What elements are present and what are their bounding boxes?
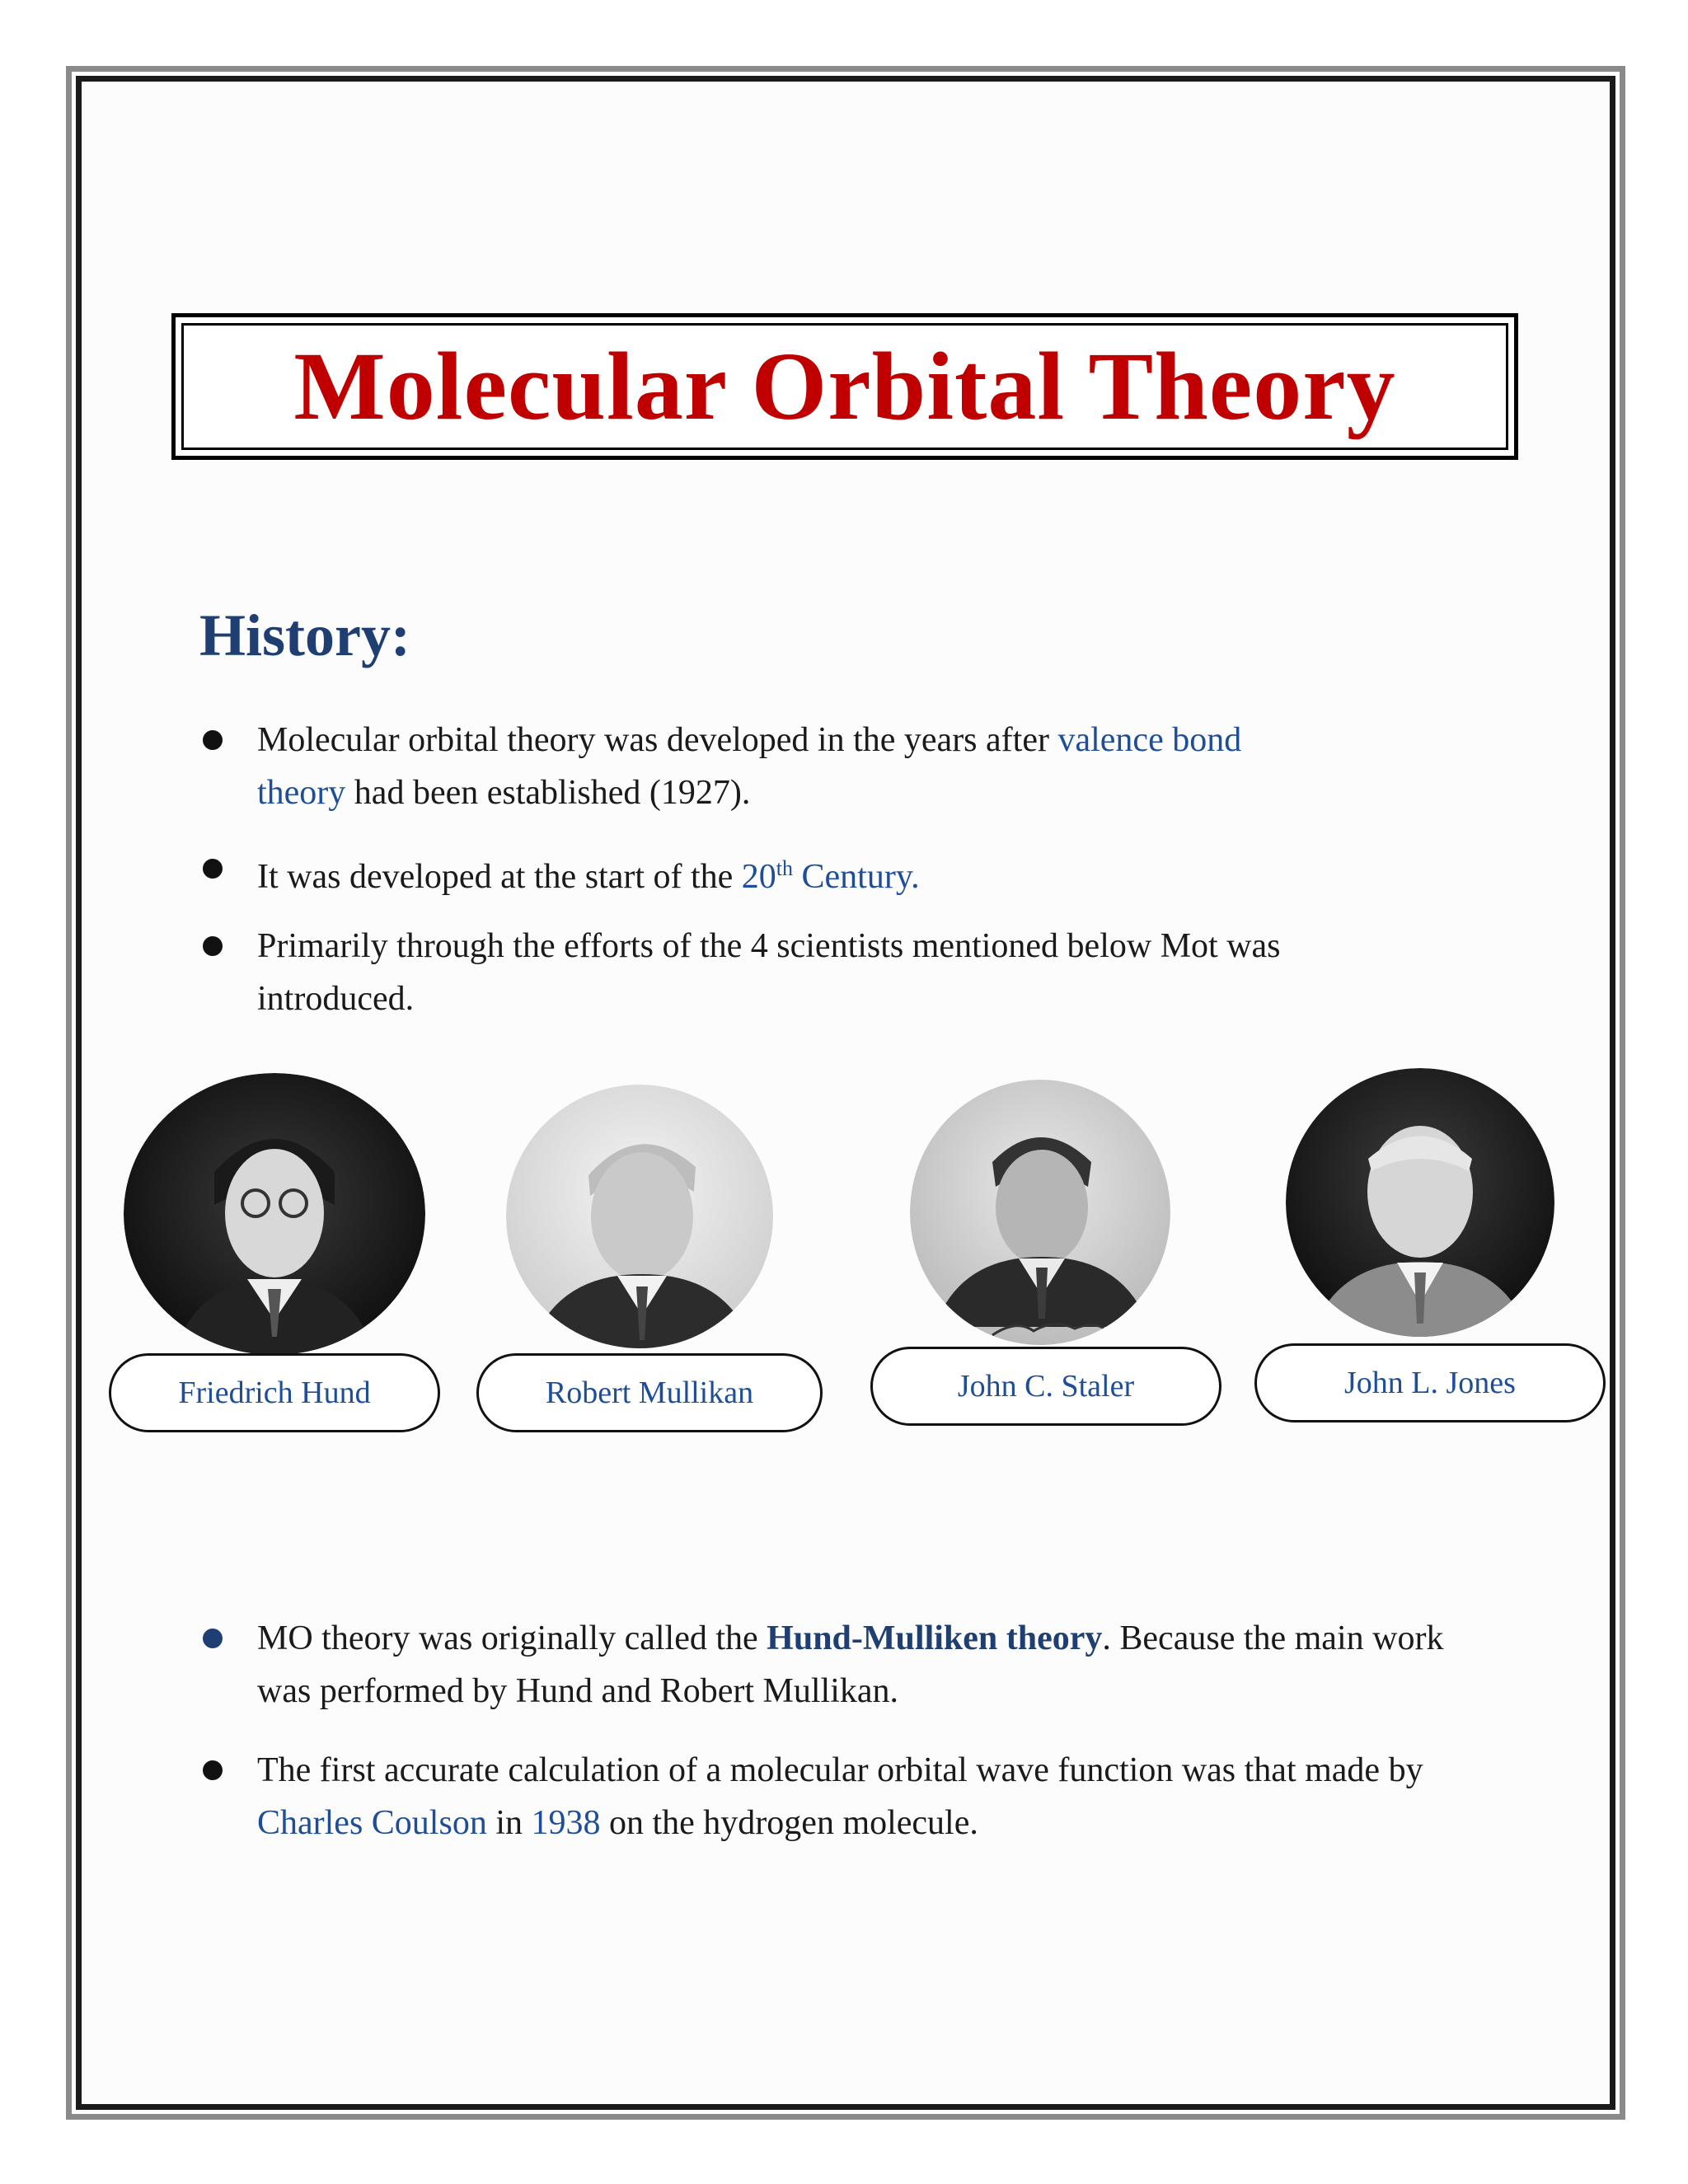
portrait-robert-mullikan — [506, 1085, 773, 1348]
bullet-item — [257, 714, 1461, 819]
bullet-text: on the hydrogen molecule. — [600, 1804, 978, 1842]
link-century[interactable]: Century. — [793, 858, 920, 896]
page-title: Molecular Orbital Theory — [293, 332, 1396, 440]
scientist-name-label: Robert Mullikan — [476, 1353, 823, 1432]
superscript: th — [776, 856, 794, 880]
scientist-name-label: Friedrich Hund — [109, 1353, 440, 1432]
link-1938[interactable]: 1938 — [531, 1804, 601, 1842]
portrait-friedrich-hund — [124, 1073, 425, 1355]
bullet-dot — [203, 730, 223, 750]
bullet-dot — [203, 859, 223, 879]
bullet-dot — [203, 1629, 223, 1648]
bullet-text: . Because the main work was performed by Hund and Robert Mullikan. — [257, 1619, 1444, 1710]
scientist-name-label: John L. Jones — [1254, 1343, 1606, 1422]
bullet-dot — [203, 936, 223, 956]
bullet-text: It was developed at the start of the — [257, 858, 742, 896]
century-number: 20 — [741, 858, 776, 896]
title-box — [181, 323, 1508, 450]
link-hund-mulliken-theory[interactable]: Hund-Mulliken theory — [767, 1619, 1103, 1657]
bullet-item — [257, 920, 1428, 1025]
link-valence-bond[interactable]: valence bond — [1057, 721, 1242, 759]
section-heading-history: History: — [199, 602, 410, 668]
bullet-text: The first accurate calculation of a molecular orbital wave function was that made by — [257, 1751, 1423, 1789]
bullet-text: had been established (1927). — [345, 774, 751, 812]
link-charles-coulson[interactable]: Charles Coulson — [257, 1804, 487, 1842]
bullet-item — [257, 1744, 1444, 1849]
link-theory[interactable]: theory — [257, 774, 346, 812]
bullet-text: Molecular orbital theory was developed in the years after — [257, 721, 1058, 759]
bullet-item — [257, 842, 1461, 903]
bullet-text: in — [486, 1804, 532, 1842]
bullet-dot — [203, 1760, 223, 1780]
scientist-name-label: John C. Staler — [870, 1347, 1221, 1426]
portrait-john-c-staler — [910, 1080, 1170, 1345]
bullet-item — [257, 1612, 1444, 1718]
bullet-text: Primarily through the efforts of the 4 scientists mentioned below Mot was introduced. — [257, 927, 1281, 1018]
portrait-john-l-jones — [1286, 1068, 1554, 1337]
bullet-text: MO theory was originally called the — [257, 1619, 767, 1657]
